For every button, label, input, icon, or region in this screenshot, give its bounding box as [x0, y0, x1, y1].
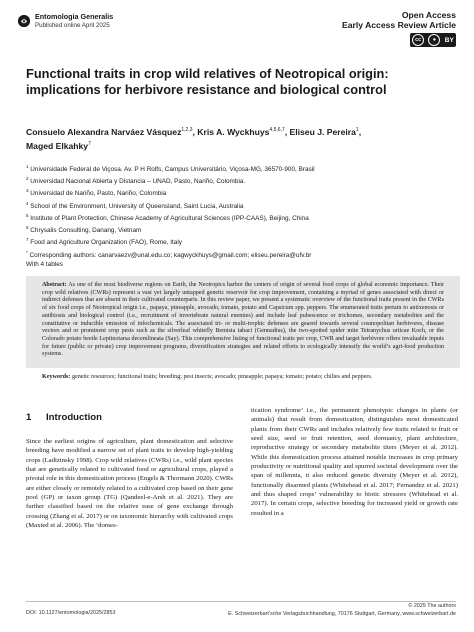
affiliation-text: School of the Environment, University of Queensland, Saint Lucia, Australia	[30, 202, 244, 210]
abstract-paragraph	[42, 282, 444, 359]
author-list	[26, 124, 456, 152]
affiliation-item	[26, 174, 456, 186]
by-label: BY	[444, 36, 454, 44]
author-affiliation-sup: 1,2,3	[181, 127, 193, 133]
person-icon: ●	[428, 34, 440, 46]
author-line-2	[26, 138, 456, 152]
cc-icon: cc	[412, 34, 424, 46]
author-line-1: Consuelo Alexandra Narváez Vásquez$^{1,2,3}$, Kris A. Wyckhuys$^{4,5,6,7}$, Eliseu J. Pereira$^1$,	[26, 126, 362, 137]
published-date: Published online April 2025	[35, 22, 110, 29]
author-affiliation-sup: 4,5,6,7	[269, 127, 285, 133]
affiliation-list	[26, 162, 456, 260]
journal-logo-icon	[18, 15, 30, 27]
affiliation-sup: 3	[26, 188, 29, 194]
body-column-left	[26, 437, 233, 530]
section-heading	[26, 412, 102, 423]
affiliation-sup: 4	[26, 200, 29, 206]
affiliation-item	[26, 235, 456, 247]
affiliation-text: Chrysalis Consulting, Danang, Vietnam	[30, 227, 142, 235]
abstract-text: As one of the most biodiverse regions on Earth, the Neotropics harbor the centers of origin of several food crops of global economic importance. Their crop wild relatives (CWRs) represent a vast yet largely untapped genetic reservoir for crop improvement, containing a myriad of genes associated with direct or indirect defenses that are absent in their cultivated counterparts. In this review paper, we present a systematic overview of the functional traits present in the CWRs of six food crops of Neotropical origin i.e., papaya, pineapple, avocado, tomato, potato and Capsicum spp. peppers. The enumerated traits pertain to antixenosis or antibiosis and biological control (i.e., recruitment of invertebrate natural enemies) and include leaf pubescence or trichomes, secondary metabolites and the constitutive or inducible emission of infochemicals. The associated tri- or multi-trophic defenses are geared towards several cosmopolitan herbivores, disease vectors and or prominent crop pests such as the silverleaf whitefly Bemisia tabaci (Gennadius), the two-spotted spider mite Tetranychus urticae Koch, or the Colorado potato beetle Leptinotarsa decemlineata (Say). This comprehensive listing of functional traits per crop, CWR and target herbivore offers invaluable inputs for future (public or private) crop improvement programs, diversification strategies and related efforts to ecologically intensify the world’s agri-food production systems.	[42, 282, 445, 358]
author-name[interactable]: Maged Elkahky	[26, 140, 89, 151]
author-affiliation-sup: 1	[355, 127, 359, 133]
author-name[interactable]: Eliseu J. Pereira	[289, 126, 356, 137]
affiliation-text: Universidad de Nariño, Pasto, Nariño, Colombia	[30, 190, 167, 198]
author-name[interactable]: Consuelo Alexandra Narváez Vásquez	[26, 126, 182, 137]
affiliation-text: Universidade Federal de Viçosa. Av. P H Rolfs, Campus Universitário, Viçosa-MG, 36570-900, Brasil	[30, 166, 315, 174]
publisher-text: E. Schweizerbart’sche Verlagsbuchhandlung, 70176 Stuttgart, Germany, www.schweizerbart.de	[228, 611, 456, 617]
corresponding-authors[interactable]	[26, 248, 456, 260]
affiliation-text: Corresponding authors: canarvaezv@unal.edu.co; kagwyckhuys@gmail.com; eliseu.pereira@ufv.br	[29, 251, 312, 259]
body-column-right	[251, 406, 458, 518]
footer-divider	[26, 601, 456, 602]
affiliation-sup: 7	[26, 237, 29, 243]
journal-name: Entomologia Generalis	[35, 12, 114, 21]
affiliation-sup: 6	[26, 225, 29, 231]
affiliation-sup: 2	[26, 176, 29, 182]
affiliation-item	[26, 186, 456, 198]
affiliation-text: Institute of Plant Protection, Chinese Academy of Agricultural Sciences (IPP-CAAS), Beijing, China	[30, 215, 309, 222]
abstract-box	[26, 276, 460, 368]
affiliation-item	[26, 199, 456, 211]
open-access-label: Open Access	[401, 10, 456, 20]
author-affiliation-sup: 7	[88, 140, 91, 147]
keywords-label: Keywords:	[42, 374, 71, 380]
keywords-text: genetic resources; functional traits; breeding; pest insects; avocado; pineapple; papaya; tomato; potato; chilies and peppers.	[71, 374, 373, 380]
body-paragraph: Since the earliest origins of agriculture, plant domestication and selective breeding have modified a narrow set of plant traits to develop high-yielding crops (Ladizinsky 1998). Crop wild relatives (CWRs) i.e., wild plant species that are genetically related to cultivated food or agricultural crops, played a pivotal role in this domestication process (Engels & Thormann 2020). CWRs are either closely or remotely related to a cultivated crop based on their gene pool (GP) or taxon group (TG) (Qandeel-e-Arsh et al. 2021). They are further classified based on the relative ease of gene exchange through crossing (Zhang et al. 2017) or on taxonomic hierarchy with cultivated crops (Maxted et al. 2006). The ‘domes-	[26, 438, 233, 530]
keywords	[42, 374, 446, 382]
affiliation-item	[26, 162, 456, 174]
article-type-label: Early Access Review Article	[341, 20, 456, 30]
body-paragraph: tication syndrome’ i.e., the permanent phenotypic changes in plants (or animals) that result from domestication, distinguishes most domesticated plants from their CWRs and includes relatively few traits related to fruit or seed size, seed or fruit retention, seed dormancy, plant architecture, reproductive strategy or secondary metabolite titers (Meyer et al. 2012). While this domestication process attained notable increases in crop primary productivity or nutritional quality and spurred societal development over the span of millennia, it also reduced genetic diversity (Meyer et al. 2012), functionally disarmed plants (Whitehead et al. 2017; Fernandez et al. 2021) and thus shaped crops’ vulnerability to biotic stressors (Whitehead et al. 2017). In certain crops, selective breeding for increased yield or growth rate resulted in a	[251, 407, 458, 517]
affiliation-text: Food and Agriculture Organization (FAO), Rome, Italy	[30, 239, 182, 247]
affiliation-sup: 1	[26, 164, 29, 169]
affiliation-sup: *	[26, 249, 28, 255]
affiliation-item	[26, 223, 456, 235]
affiliation-text: Universidad Nacional Abierta y Distancia – UNAD, Pasto, Nariño, Colombia.	[30, 178, 246, 186]
cc-by-license-icon[interactable]	[410, 33, 456, 47]
section-number: 1	[26, 412, 32, 423]
affiliation-item	[26, 211, 456, 223]
abstract-label: Abstract:	[42, 282, 67, 288]
author-name[interactable]: Kris A. Wyckhuys	[197, 126, 270, 137]
doi-link[interactable]: DOI: 10.1127/entomologia/2025/2853	[26, 610, 116, 616]
article-title: Functional traits in crop wild relatives of Neotropical origin: implications for herbivore resistance and biological control	[26, 66, 389, 97]
section-title: Introduction	[46, 412, 102, 423]
tables-note: With 4 tables	[26, 261, 63, 268]
copyright-text: © 2025 The authors	[408, 603, 456, 609]
affiliation-sup: 5	[26, 212, 29, 218]
